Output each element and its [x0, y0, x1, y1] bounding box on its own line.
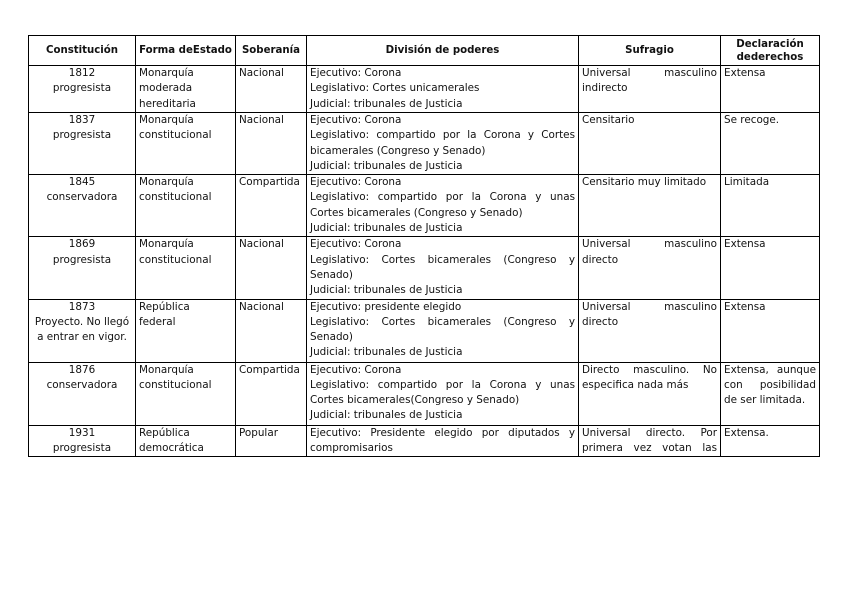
cell-forma-estado: Monarquía constitucional: [136, 237, 236, 299]
cell-constitucion: 1869 progresista: [29, 237, 136, 299]
header-row: [29, 36, 820, 66]
cell-declaracion: Limitada: [721, 175, 820, 237]
cell-forma-estado: Monarquía moderada hereditaria: [136, 66, 236, 113]
table-row: [29, 175, 820, 237]
table-row: [29, 362, 820, 425]
header-division-poderes: División de poderes: [307, 36, 579, 66]
cell-constitucion: 1812 progresista: [29, 66, 136, 113]
cell-division-poderes: Ejecutivo: Corona Legislativo: Cortes unicamerales Judicial: tribunales de Justicia: [307, 66, 579, 113]
cell-forma-estado: Monarquía constitucional: [136, 175, 236, 237]
cell-sufragio: Universal masculino directo: [579, 299, 721, 362]
cell-constitucion: 1931 progresista: [29, 425, 136, 457]
cell-constitucion: 1876 conservadora: [29, 362, 136, 425]
header-sufragio: Sufragio: [579, 36, 721, 66]
cell-declaracion: Extensa.: [721, 425, 820, 457]
cell-sufragio: Censitario muy limitado: [579, 175, 721, 237]
table-row: [29, 66, 820, 113]
table-row: [29, 113, 820, 175]
header-constitucion: Constitución: [29, 36, 136, 66]
cell-division-poderes: Ejecutivo: Corona Legislativo: compartido por la Corona y unas Cortes bicamerales(Congreso y Senado) Judicial: tribunales de Justicia: [307, 362, 579, 425]
cell-division-poderes: Ejecutivo: Corona Legislativo: compartido por la Corona y unas Cortes bicamerales (Congreso y Senado) Judicial: tribunales de Justicia: [307, 175, 579, 237]
cell-constitucion: 1873 Proyecto. No llegó a entrar en vigor.: [29, 299, 136, 362]
cell-forma-estado: Monarquía constitucional: [136, 113, 236, 175]
cell-sufragio: Universal directo. Por primera vez votan las: [579, 425, 721, 457]
cell-declaracion: Extensa: [721, 237, 820, 299]
cell-division-poderes: Ejecutivo: Corona Legislativo: Cortes bicamerales (Congreso y Senado) Judicial: tribunales de Justicia: [307, 237, 579, 299]
cell-division-poderes: Ejecutivo: presidente elegido Legislativo: Cortes bicamerales (Congreso y Senado) Judicial: tribunales de Justicia: [307, 299, 579, 362]
cell-sufragio: Directo masculino. No especifica nada más: [579, 362, 721, 425]
cell-sufragio: Censitario: [579, 113, 721, 175]
cell-forma-estado: Monarquía constitucional: [136, 362, 236, 425]
table-row: [29, 237, 820, 299]
cell-soberania: Nacional: [236, 66, 307, 113]
cell-soberania: Nacional: [236, 299, 307, 362]
header-declaracion-derechos: Declaración dederechos: [721, 36, 820, 66]
header-forma-estado: Forma deEstado: [136, 36, 236, 66]
cell-sufragio: Universal masculino indirecto: [579, 66, 721, 113]
cell-soberania: Nacional: [236, 113, 307, 175]
cell-constitucion: 1837 progresista: [29, 113, 136, 175]
table-row: [29, 299, 820, 362]
cell-soberania: Compartida: [236, 175, 307, 237]
cell-division-poderes: Ejecutivo: Presidente elegido por diputados y compromisarios: [307, 425, 579, 457]
cell-soberania: Popular: [236, 425, 307, 457]
cell-constitucion: 1845 conservadora: [29, 175, 136, 237]
table-row: [29, 425, 820, 457]
constitutions-table: [28, 35, 820, 457]
cell-declaracion: Extensa: [721, 66, 820, 113]
cell-sufragio: Universal masculino directo: [579, 237, 721, 299]
cell-declaracion: Extensa: [721, 299, 820, 362]
header-soberania: Soberanía: [236, 36, 307, 66]
cell-soberania: Nacional: [236, 237, 307, 299]
cell-forma-estado: República federal: [136, 299, 236, 362]
cell-soberania: Compartida: [236, 362, 307, 425]
cell-declaracion: Extensa, aunque con posibilidad de ser limitada.: [721, 362, 820, 425]
cell-division-poderes: Ejecutivo: Corona Legislativo: compartido por la Corona y Cortes bicamerales (Congreso y Senado) Judicial: tribunales de Justicia: [307, 113, 579, 175]
cell-forma-estado: República democrática: [136, 425, 236, 457]
cell-declaracion: Se recoge.: [721, 113, 820, 175]
